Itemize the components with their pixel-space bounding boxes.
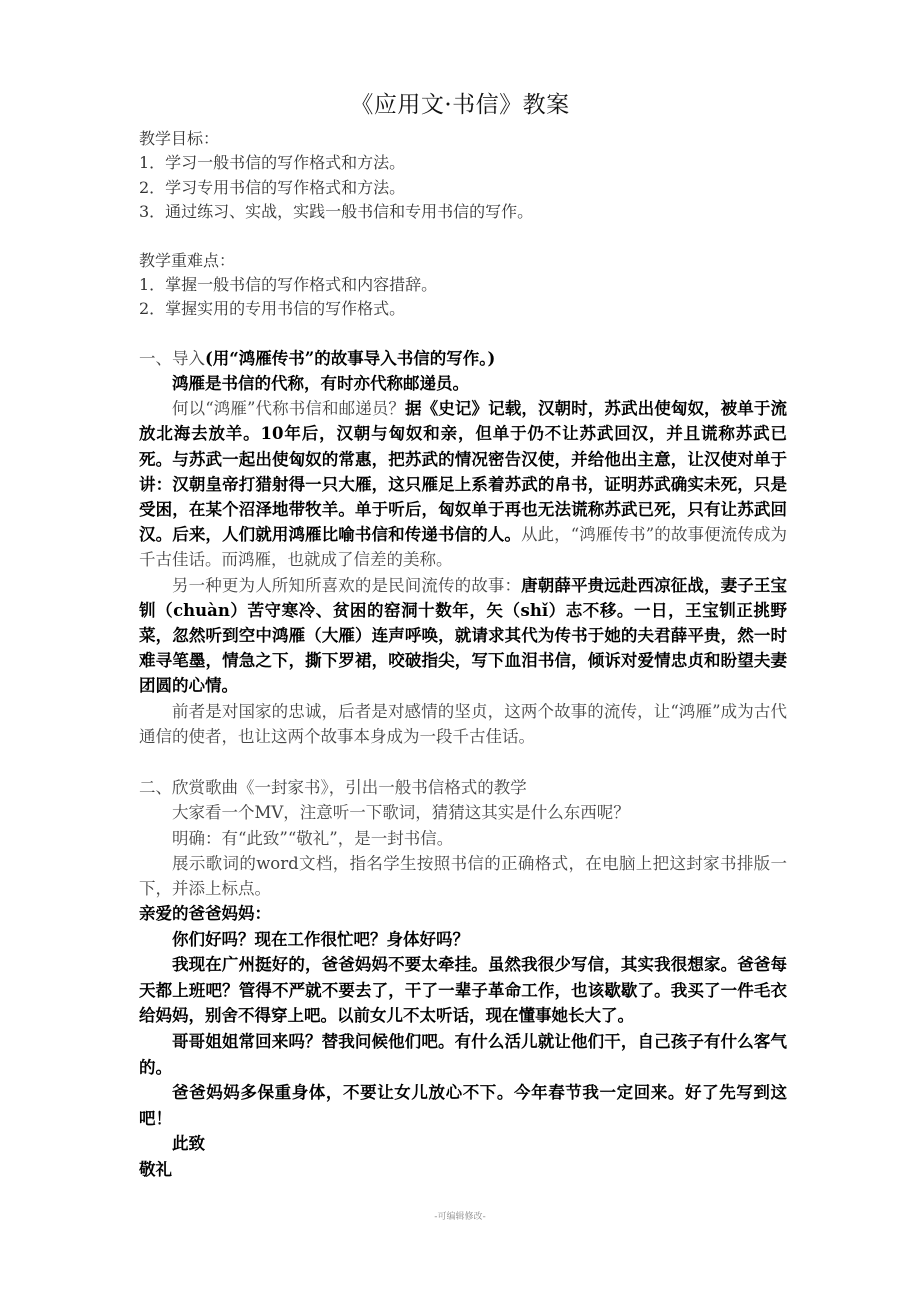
objective-item: 2．学习专用书信的写作格式和方法。 (139, 177, 406, 197)
sample-letter (139, 901, 787, 1183)
section1-p2-conclusion: 从此，“鸿雁传书”的故事便流传成为千古佳话。而鸿雁，也就成了信差的美称。 (139, 525, 788, 570)
section1-heading-text: (用“鸿雁传书”的故事导入书信的写作。) (205, 348, 496, 368)
spacer (139, 322, 787, 346)
section1-heading-number: 一、导入 (139, 348, 205, 368)
section2-heading-text: 二、欣赏歌曲《一封家书》，引出一般书信格式的教学 (139, 778, 527, 798)
section2-p3-text: 展示歌词的word文档，指名学生按照书信的正确格式，在电脑上把这封家书排版一下，并添上标点。 (139, 853, 787, 898)
key-points-section (139, 249, 787, 322)
key-point-item: 2．掌握实用的专用书信的写作格式。 (139, 299, 406, 319)
section2-p2-text: 明确：有“此致”“敬礼”，是一封书信。 (172, 828, 454, 848)
letter-closing-cizhi: 此致 (172, 1134, 205, 1154)
section2-paragraph (139, 851, 787, 901)
section1-paragraph (139, 396, 787, 572)
section1-paragraph (139, 573, 787, 699)
letter-paragraph: 哥哥姐姐常回来吗？替我问候他们吧。有什么活儿就让他们干，自己孩子有什么客气的。 (139, 1032, 787, 1077)
section1-p3-story: 唐朝薛平贵远赴西凉征战，妻子王宝钏（chuàn）苦守寒冷、贫困的窑洞十数年，矢（shǐ）志不移。一日，王宝钏正挑野菜，忽然听到空中鸿雁（大雁）连声呼唤，就请求其代为传书于她的夫君薛平贵，然一时难寻笔墨，情急之下，撕下罗裙，咬破指尖，写下血泪书信，倾诉对爱情忠贞和盼望夫妻团圆的心情。 (139, 575, 787, 696)
letter-paragraph: 我现在广州挺好的，爸爸妈妈不要太牵挂。虽然我很少写信，其实我很想家。爸爸每天都上班吧？管得不严就不要去了，干了一辈子革命工作，也该歇歇了。我买了一件毛衣给妈妈，别舍不得穿上吧。以前女儿不太听话，现在懂事她长大了。 (139, 955, 787, 1026)
key-points-heading: 教学重难点： (139, 250, 236, 270)
section2-paragraph (139, 826, 787, 851)
section1-heading (139, 346, 787, 371)
letter-paragraph: 你们好吗？现在工作很忙吧？身体好吗？ (172, 929, 469, 949)
section-introduction (139, 346, 787, 749)
objective-item: 3．通过练习、实战，实践一般书信和专用书信的写作。 (139, 202, 534, 222)
section1-p4-text: 前者是对国家的忠诚，后者是对感情的坚贞，这两个故事的流传，让“鸿雁”成为古代通信的使者，也让这两个故事本身成为一段千古佳话。 (139, 701, 787, 746)
section1-p2-story: 据《史记》记载，汉朝时，苏武出使匈奴，被单于流放北海去放羊。10年后，汉朝与匈奴和亲，但单于仍不让苏武回汉，并且谎称苏武已死。与苏武一起出使匈奴的常惠，把苏武的情况密告汉使，并给他出主意，让汉使对单于讲：汉朝皇帝打猎射得一只大雁，这只雁足上系着苏武的帛书，证明苏武确实未死，只是受困，在某个沼泽地带牧羊。单于听后，匈奴单于再也无法谎称苏武已死，只有让苏武回汉。后来，人们就用鸿雁比喻书信和传递书信的人。 (139, 399, 787, 545)
objective-item: 1．学习一般书信的写作格式和方法。 (139, 153, 406, 173)
spacer (139, 749, 787, 775)
section1-p2-question: 何以“鸿雁”代称书信和邮递员？ (172, 399, 406, 419)
section-song-appreciation (139, 775, 787, 901)
objectives-section (139, 127, 787, 225)
section1-paragraph (139, 699, 787, 749)
section1-paragraph (139, 371, 787, 396)
section1-p3-intro: 另一种更为人所知所喜欢的是民间流传的故事： (172, 575, 522, 595)
section2-heading (139, 775, 787, 800)
document-body (139, 127, 787, 1183)
section2-p1-text: 大家看一个MV，注意听一下歌词，猜猜这其实是什么东西呢？ (172, 803, 630, 823)
document-title: 《应用文·书信》教案 (350, 92, 570, 118)
letter-paragraph: 爸爸妈妈多保重身体，不要让女儿放心不下。今年春节我一定回来。好了先写到这吧！ (139, 1083, 787, 1128)
section2-paragraph (139, 800, 787, 825)
key-point-item: 1．掌握一般书信的写作格式和内容措辞。 (139, 275, 438, 295)
letter-salutation: 亲爱的爸爸妈妈： (139, 904, 271, 924)
section1-p1-text: 鸿雁是书信的代称，有时亦代称邮递员。 (172, 374, 469, 394)
page-footer: -可编辑修改- (434, 1212, 486, 1222)
spacer (139, 225, 787, 249)
objectives-heading: 教学目标： (139, 129, 220, 148)
letter-closing-jingli: 敬礼 (139, 1160, 172, 1180)
